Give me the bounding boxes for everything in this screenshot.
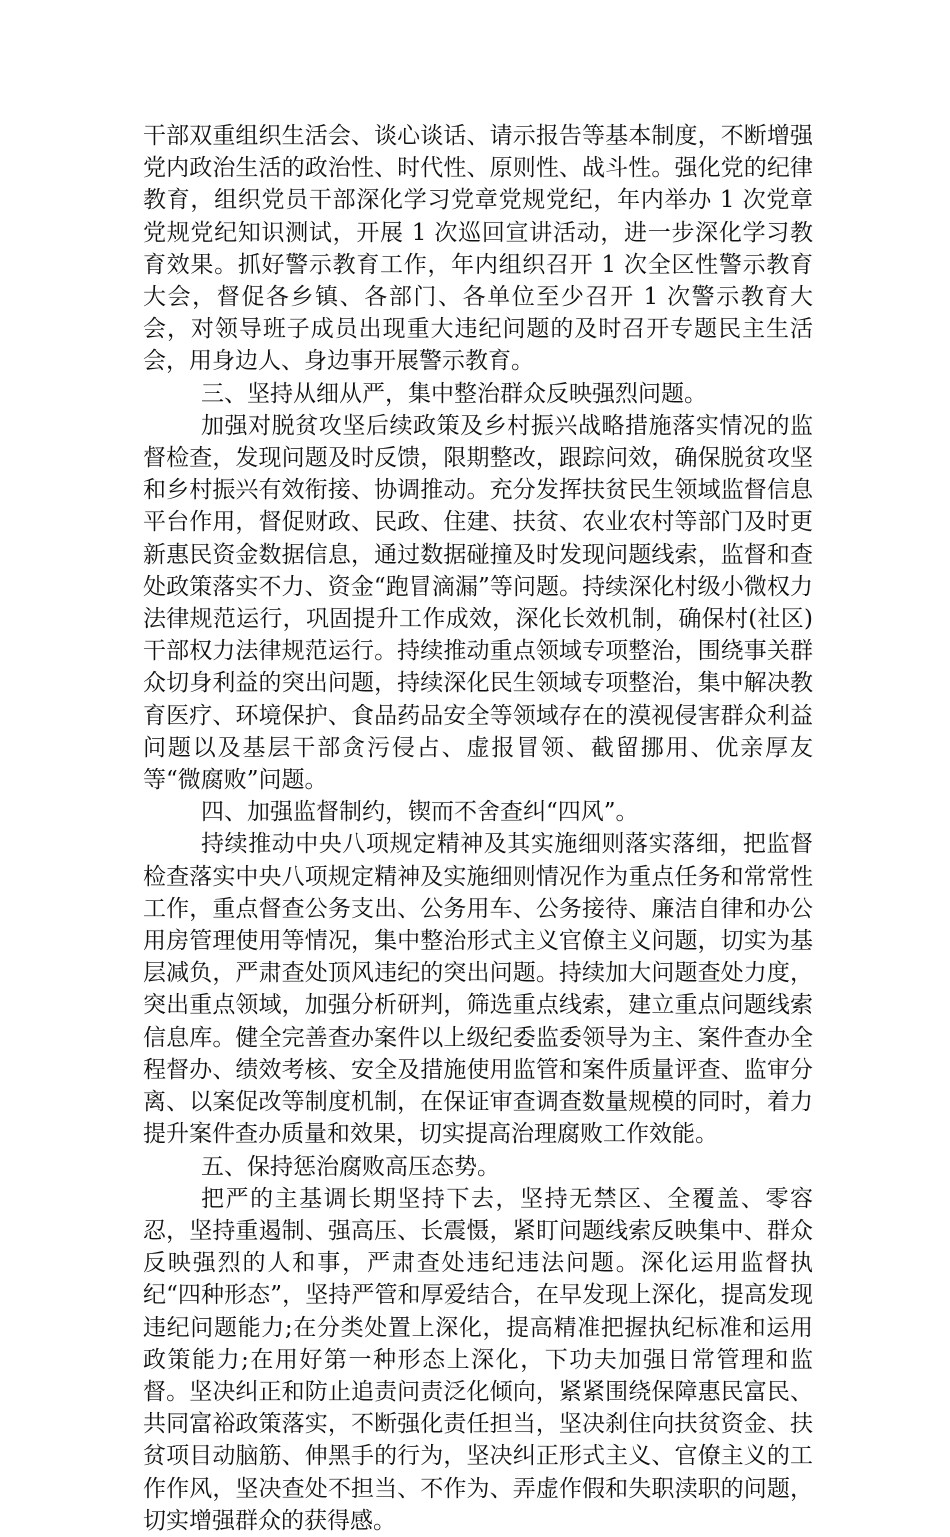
paragraph-section-5: 把严的主基调长期坚持下去，坚持无禁区、全覆盖、零容忍，坚持重遏制、强高压、长震慑，紧盯问题线索反映集中、群众反映强烈的人和事，严肃查处违纪违法问题。深化运用监督执纪“四种形态”，坚持严管和厚爱结合，在早发现上深化，提高发现违纪问题能力;在分类处置上深化，提高精准把握执纪标准和运用政策能力;在用好第一种形态上深化，下功夫加强日常管理和监督。坚决纠正和防止追责问责泛化倾向，紧紧围绕保障惠民富民、共同富裕政策落实，不断强化责任担当，坚决刹住向扶贫资金、扶贫项目动脑筋、伸黑手的行为，坚决纠正形式主义、官僚主义的工作作风，坚决查处不担当、不作为、弄虚作假和失职渎职的问题，切实增强群众的获得感。 bbox=[143, 1185, 813, 1534]
paragraph-section-3: 加强对脱贫攻坚后续政策及乡村振兴战略措施落实情况的监督检查，发现问题及时反馈，限期整改，跟踪问效，确保脱贫攻坚和乡村振兴有效衔接、协调推动。充分发挥扶贫民生领域监督信息平台作用，督促财政、民政、住建、扶贫、农业农村等部门及时更新惠民资金数据信息，通过数据碰撞及时发现问题线索，监督和查处政策落实不力、资金“跑冒滴漏”等问题。持续深化村级小微权力法律规范运行，巩固提升工作成效，深化长效机制，确保村(社区)干部权力法律规范运行。持续推动重点领域专项整治，围绕事关群众切身利益的突出问题，持续深化民生领域专项整治，集中解决教育医疗、环境保护、食品药品安全等领域存在的漠视侵害群众利益问题以及基层干部贪污侵占、虚报冒领、截留挪用、优亲厚友等“微腐败”问题。 bbox=[143, 412, 813, 794]
paragraph-section-4: 持续推动中央八项规定精神及其实施细则落实落细，把监督检查落实中央八项规定精神及实施细则情况作为重点任务和常常性工作，重点督查公务支出、公务用车、公务接待、廉洁自律和办公用房管理使用等情况，集中整治形式主义官僚主义问题，切实为基层减负，严肃查处顶风违纪的突出问题。持续加大问题查处力度，突出重点领域，加强分析研判，筛选重点线索，建立重点问题线索信息库。健全完善查办案件以上级纪委监委领导为主、案件查办全程督办、绩效考核、安全及措施使用监管和案件质量评查、监审分离、以案促改等制度机制，在保证审查调查数量规模的同时，着力提升案件查办质量和效果，切实提高治理腐败工作效能。 bbox=[143, 831, 813, 1148]
section-heading-4: 四、加强监督制约，锲而不舍查纠“四风”。 bbox=[201, 799, 639, 826]
section-heading-5: 五、保持惩治腐败高压态势。 bbox=[201, 1153, 500, 1180]
section-heading-3: 三、坚持从细从严，集中整治群众反映强烈问题。 bbox=[201, 380, 707, 407]
paragraph-continuation: 干部双重组织生活会、谈心谈话、请示报告等基本制度，不断增强党内政治生活的政治性、时代性、原则性、战斗性。强化党的纪律教育，组织党员干部深化学习党章党规党纪，年内举办 1 次党章党规党纪知识测试，开展 1 次巡回宣讲活动，进一步深化学习教育效果。抓好警示教育工作，年内组织召开 1 次全区性警示教育大会，督促各乡镇、各部门、各单位至少召开 1 次警示教育大会，对领导班子成员出现重大违纪问题的及时召开专题民主生活会，用身边人、身边事开展警示教育。 bbox=[143, 123, 813, 375]
document-body bbox=[143, 120, 813, 1537]
